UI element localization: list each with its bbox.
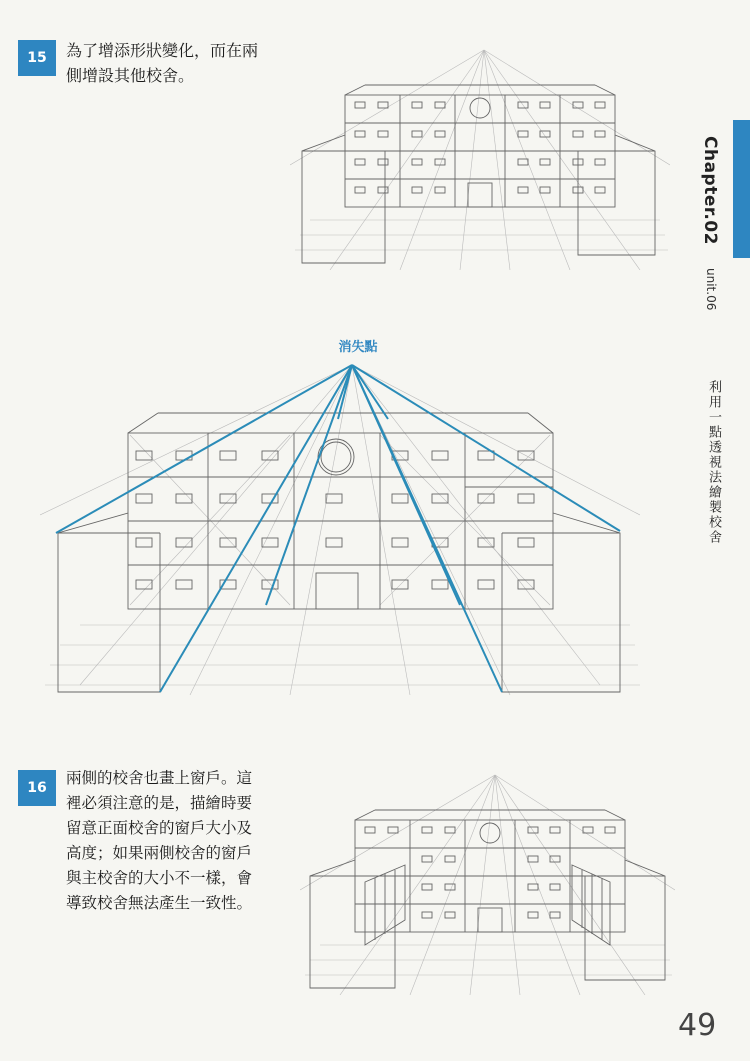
unit-label: unit.06 bbox=[704, 268, 718, 311]
step-15-badge: 15 bbox=[18, 40, 56, 76]
step-16-text: 兩側的校舍也畫上窗戶。這 裡必須注意的是，描繪時要 留意正面校舍的窗戶大小及 高度；如果兩側校舍的窗戶 與主校舍的大小不一樣，會 導致校舍無法產生一致性。 bbox=[66, 769, 253, 912]
step-16-badge: 16 bbox=[18, 770, 56, 806]
vanishing-point-label: 消失點 bbox=[338, 340, 378, 355]
step-15-text: 為了增添形狀變化，而在兩 側增設其他校舍。 bbox=[66, 41, 259, 85]
figure-step-15-sketch bbox=[290, 45, 670, 270]
figure-main-sketch bbox=[40, 355, 640, 710]
perspective-lines bbox=[56, 365, 620, 692]
section-title: 利用一點透視法繪製校舍 bbox=[706, 380, 721, 545]
chapter-tab bbox=[733, 120, 750, 258]
chapter-label: Chapter.02 bbox=[700, 136, 720, 245]
figure-step-16-sketch bbox=[300, 770, 675, 995]
page-number: 49 bbox=[678, 1008, 717, 1043]
